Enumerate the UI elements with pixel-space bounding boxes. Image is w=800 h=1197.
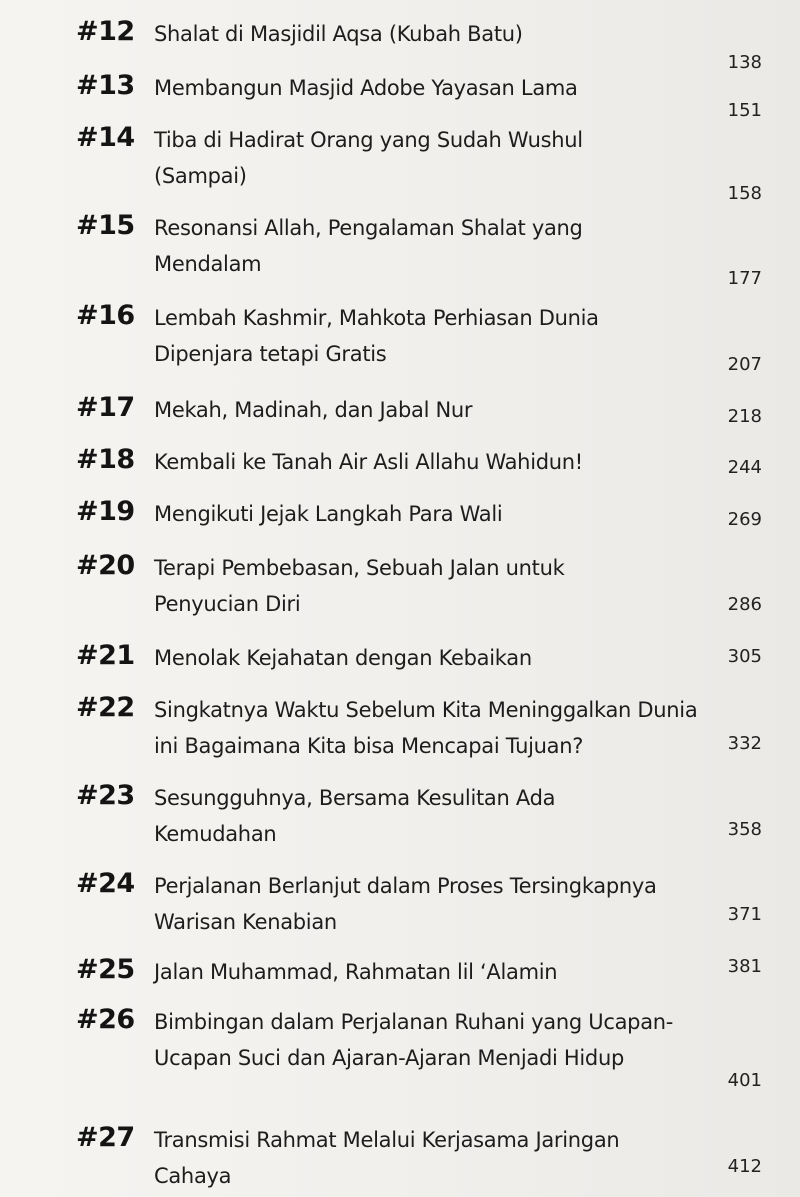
chapter-title: Singkatnya Waktu Sebelum Kita Meninggalkan Dunia ini Bagaimana Kita bisa Mencapai Tujuan? — [154, 698, 698, 758]
chapter-title: Kembali ke Tanah Air Asli Allahu Wahidun! — [154, 450, 583, 474]
chapter-number: #25 — [76, 954, 135, 985]
chapter-title: Mekah, Madinah, dan Jabal Nur — [154, 398, 473, 422]
page-number: 138 — [727, 52, 762, 73]
chapter-title: Membangun Masjid Adobe Yayasan Lama — [154, 76, 578, 100]
page-number: 371 — [727, 904, 762, 925]
page-number: 286 — [727, 594, 762, 615]
chapter-number: #24 — [76, 868, 135, 899]
page-number: 158 — [727, 183, 762, 204]
chapter-number: #22 — [76, 692, 135, 723]
chapter-number: #19 — [76, 496, 135, 527]
page-number: 305 — [727, 646, 762, 667]
chapter-title: Terapi Pembebasan, Sebuah Jalan untuk Penyucian Diri — [154, 556, 565, 616]
chapter-title: Menolak Kejahatan dengan Kebaikan — [154, 646, 532, 670]
page-number: 412 — [727, 1156, 762, 1177]
page-number: 244 — [727, 457, 762, 478]
chapter-number: #14 — [76, 122, 135, 153]
page-number: 401 — [727, 1070, 762, 1091]
chapter-number: #17 — [76, 392, 135, 423]
chapter-title: Lembah Kashmir, Mahkota Perhiasan Dunia Dipenjara tetapi Gratis — [154, 306, 599, 366]
chapter-number: #21 — [76, 640, 135, 671]
chapter-title: Sesungguhnya, Bersama Kesulitan Ada Kemudahan — [154, 786, 556, 846]
chapter-title: Perjalanan Berlanjut dalam Proses Tersingkapnya Warisan Kenabian — [154, 874, 657, 934]
chapter-title: Jalan Muhammad, Rahmatan lil ‘Alamin — [154, 960, 558, 984]
chapter-number: #26 — [76, 1004, 135, 1035]
chapter-number: #27 — [76, 1122, 135, 1153]
chapter-title: Resonansi Allah, Pengalaman Shalat yang Mendalam — [154, 216, 583, 276]
chapter-title: Transmisi Rahmat Melalui Kerjasama Jaringan Cahaya — [154, 1128, 620, 1188]
chapter-number: #13 — [76, 70, 135, 101]
chapter-title: Tiba di Hadirat Orang yang Sudah Wushul (Sampai) — [154, 128, 583, 188]
page-number: 381 — [727, 956, 762, 977]
page-number: 358 — [727, 819, 762, 840]
chapter-title: Mengikuti Jejak Langkah Para Wali — [154, 502, 503, 526]
page-number: 151 — [727, 100, 762, 121]
page-number: 332 — [727, 733, 762, 754]
page-number: 269 — [727, 509, 762, 530]
page-number: 207 — [727, 354, 762, 375]
page-number: 177 — [727, 268, 762, 289]
chapter-number: #23 — [76, 780, 135, 811]
chapter-number: #20 — [76, 550, 135, 581]
chapter-number: #12 — [76, 16, 135, 47]
page-number: 218 — [727, 406, 762, 427]
chapter-title: Shalat di Masjidil Aqsa (Kubah Batu) — [154, 22, 523, 46]
chapter-number: #18 — [76, 444, 135, 475]
chapter-number: #15 — [76, 210, 135, 241]
chapter-title: Bimbingan dalam Perjalanan Ruhani yang Ucapan-Ucapan Suci dan Ajaran-Ajaran Menjadi Hidup — [154, 1010, 674, 1070]
chapter-number: #16 — [76, 300, 135, 331]
